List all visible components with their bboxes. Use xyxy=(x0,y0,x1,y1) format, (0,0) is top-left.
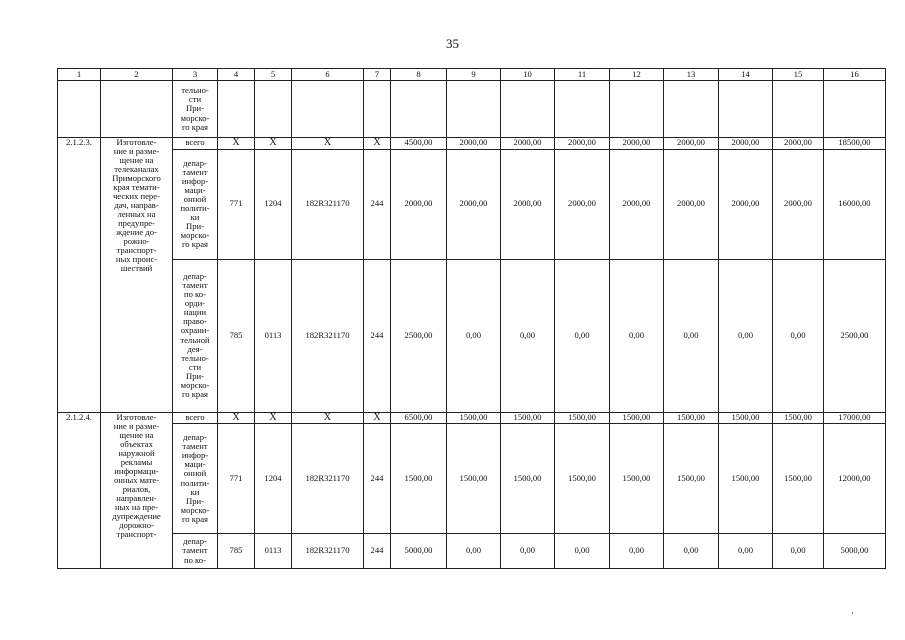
name-cell xyxy=(101,81,173,138)
amount-cell: 2000,00 xyxy=(773,138,824,150)
amount-cell: 1500,00 xyxy=(610,424,664,534)
executor-cell: тельно- сти При- морско- го края xyxy=(173,81,218,138)
amount-cell: 6500,00 xyxy=(391,412,447,424)
amount-cell: 1500,00 xyxy=(501,412,555,424)
amount-cell: 0,00 xyxy=(501,259,555,412)
table-row xyxy=(58,412,886,424)
amount-cell: 1500,00 xyxy=(773,424,824,534)
total-amount-cell: 2500,00 xyxy=(824,259,886,412)
csr-cell: X xyxy=(292,412,364,424)
amount-cell: 0,00 xyxy=(664,534,719,569)
amount-cell: 1500,00 xyxy=(664,424,719,534)
budget-table xyxy=(57,68,886,569)
amount-cell: 0,00 xyxy=(610,259,664,412)
table-row xyxy=(58,81,886,138)
vr-cell: 244 xyxy=(364,149,391,259)
amount-cell: 1500,00 xyxy=(555,424,610,534)
empty-cell xyxy=(610,81,664,138)
empty-cell xyxy=(555,81,610,138)
rzpr-cell: 1204 xyxy=(255,149,292,259)
amount-cell: 0,00 xyxy=(610,534,664,569)
amount-cell: 0,00 xyxy=(719,534,773,569)
empty-cell xyxy=(664,81,719,138)
measure-name: Изготовле- ние и разме- щение на объектах наружной рекламы информаци- онных мате- риалов, направлен- ных на пре- дупреждение дорожно- транспорт- xyxy=(101,412,173,569)
amount-cell: 2000,00 xyxy=(555,138,610,150)
empty-cell xyxy=(255,81,292,138)
empty-cell xyxy=(292,81,364,138)
empty-cell xyxy=(447,81,501,138)
measure-code: 2.1.2.3. xyxy=(58,138,101,413)
total-amount-cell: 18500,00 xyxy=(824,138,886,150)
amount-cell: 2000,00 xyxy=(664,149,719,259)
empty-cell xyxy=(824,81,886,138)
amount-cell: 5000,00 xyxy=(391,534,447,569)
column-number: 13 xyxy=(664,69,719,81)
amount-cell: 2000,00 xyxy=(391,149,447,259)
rzpr-cell: X xyxy=(255,412,292,424)
grbs-cell: 785 xyxy=(218,534,255,569)
amount-cell: 2000,00 xyxy=(719,149,773,259)
column-number-row xyxy=(58,69,886,81)
empty-cell xyxy=(364,81,391,138)
amount-cell: 1500,00 xyxy=(555,412,610,424)
amount-cell: 2000,00 xyxy=(501,138,555,150)
executor-cell: депар- тамент инфор- маци- онной полити- ки При- морско- го края xyxy=(173,149,218,259)
column-number: 1 xyxy=(58,69,101,81)
amount-cell: 1500,00 xyxy=(447,412,501,424)
column-number: 16 xyxy=(824,69,886,81)
column-number: 9 xyxy=(447,69,501,81)
amount-cell: 2000,00 xyxy=(610,138,664,150)
total-amount-cell: 12000,00 xyxy=(824,424,886,534)
amount-cell: 1500,00 xyxy=(501,424,555,534)
rzpr-cell: 1204 xyxy=(255,424,292,534)
amount-cell: 2000,00 xyxy=(773,149,824,259)
grbs-cell: X xyxy=(218,412,255,424)
csr-cell: X xyxy=(292,138,364,150)
vr-cell: 244 xyxy=(364,534,391,569)
vr-cell: 244 xyxy=(364,259,391,412)
vr-cell: X xyxy=(364,138,391,150)
measure-code: 2.1.2.4. xyxy=(58,412,101,569)
csr-cell: 182R321170 xyxy=(292,259,364,412)
table-row xyxy=(58,534,886,569)
amount-cell: 0,00 xyxy=(555,259,610,412)
scan-speck xyxy=(852,612,853,614)
column-number: 14 xyxy=(719,69,773,81)
rzpr-cell: 0113 xyxy=(255,259,292,412)
amount-cell: 0,00 xyxy=(664,259,719,412)
amount-cell: 4500,00 xyxy=(391,138,447,150)
table-row xyxy=(58,149,886,259)
csr-cell: 182R321170 xyxy=(292,534,364,569)
amount-cell: 0,00 xyxy=(719,259,773,412)
empty-cell xyxy=(218,81,255,138)
amount-cell: 2000,00 xyxy=(719,138,773,150)
amount-cell: 1500,00 xyxy=(391,424,447,534)
grbs-cell: 771 xyxy=(218,424,255,534)
column-number: 5 xyxy=(255,69,292,81)
amount-cell: 0,00 xyxy=(773,534,824,569)
empty-cell xyxy=(501,81,555,138)
code-cell xyxy=(58,81,101,138)
column-number: 8 xyxy=(391,69,447,81)
vr-cell: 244 xyxy=(364,424,391,534)
amount-cell: 0,00 xyxy=(501,534,555,569)
grbs-cell: 771 xyxy=(218,149,255,259)
amount-cell: 0,00 xyxy=(555,534,610,569)
amount-cell: 1500,00 xyxy=(773,412,824,424)
amount-cell: 2000,00 xyxy=(447,149,501,259)
measure-name: Изготовле- ние и разме- щение на телеканалах Приморского края темати- ческих пере- дач, направ- ленных на предупре- ждение до- рожно- транспорт- ных проис- шествий xyxy=(101,138,173,413)
table-row xyxy=(58,138,886,150)
amount-cell: 1500,00 xyxy=(719,412,773,424)
column-number: 6 xyxy=(292,69,364,81)
column-number: 7 xyxy=(364,69,391,81)
column-number: 4 xyxy=(218,69,255,81)
amount-cell: 1500,00 xyxy=(664,412,719,424)
column-number: 3 xyxy=(173,69,218,81)
column-number: 12 xyxy=(610,69,664,81)
grbs-cell: 785 xyxy=(218,259,255,412)
executor-cell: всего xyxy=(173,138,218,150)
rzpr-cell: X xyxy=(255,138,292,150)
column-number: 2 xyxy=(101,69,173,81)
empty-cell xyxy=(391,81,447,138)
empty-cell xyxy=(719,81,773,138)
amount-cell: 2000,00 xyxy=(610,149,664,259)
amount-cell: 1500,00 xyxy=(447,424,501,534)
table-row xyxy=(58,259,886,412)
csr-cell: 182R321170 xyxy=(292,424,364,534)
amount-cell: 2000,00 xyxy=(555,149,610,259)
column-number: 10 xyxy=(501,69,555,81)
executor-cell: депар- тамент по ко- xyxy=(173,534,218,569)
amount-cell: 2500,00 xyxy=(391,259,447,412)
amount-cell: 0,00 xyxy=(447,259,501,412)
column-number: 15 xyxy=(773,69,824,81)
empty-cell xyxy=(773,81,824,138)
amount-cell: 1500,00 xyxy=(610,412,664,424)
vr-cell: X xyxy=(364,412,391,424)
amount-cell: 0,00 xyxy=(773,259,824,412)
executor-cell: всего xyxy=(173,412,218,424)
amount-cell: 2000,00 xyxy=(501,149,555,259)
page-number: 35 xyxy=(446,36,459,51)
csr-cell: 182R321170 xyxy=(292,149,364,259)
amount-cell: 2000,00 xyxy=(664,138,719,150)
table-row xyxy=(58,424,886,534)
executor-cell: депар- тамент инфор- маци- онной полити- ки При- морско- го края xyxy=(173,424,218,534)
amount-cell: 0,00 xyxy=(447,534,501,569)
column-number: 11 xyxy=(555,69,610,81)
total-amount-cell: 17000,00 xyxy=(824,412,886,424)
total-amount-cell: 16000,00 xyxy=(824,149,886,259)
grbs-cell: X xyxy=(218,138,255,150)
total-amount-cell: 5000,00 xyxy=(824,534,886,569)
amount-cell: 2000,00 xyxy=(447,138,501,150)
executor-cell: депар- тамент по ко- орди- нации право- охрани- тельной дея- тельно- сти При- морско- го края xyxy=(173,259,218,412)
rzpr-cell: 0113 xyxy=(255,534,292,569)
amount-cell: 1500,00 xyxy=(719,424,773,534)
